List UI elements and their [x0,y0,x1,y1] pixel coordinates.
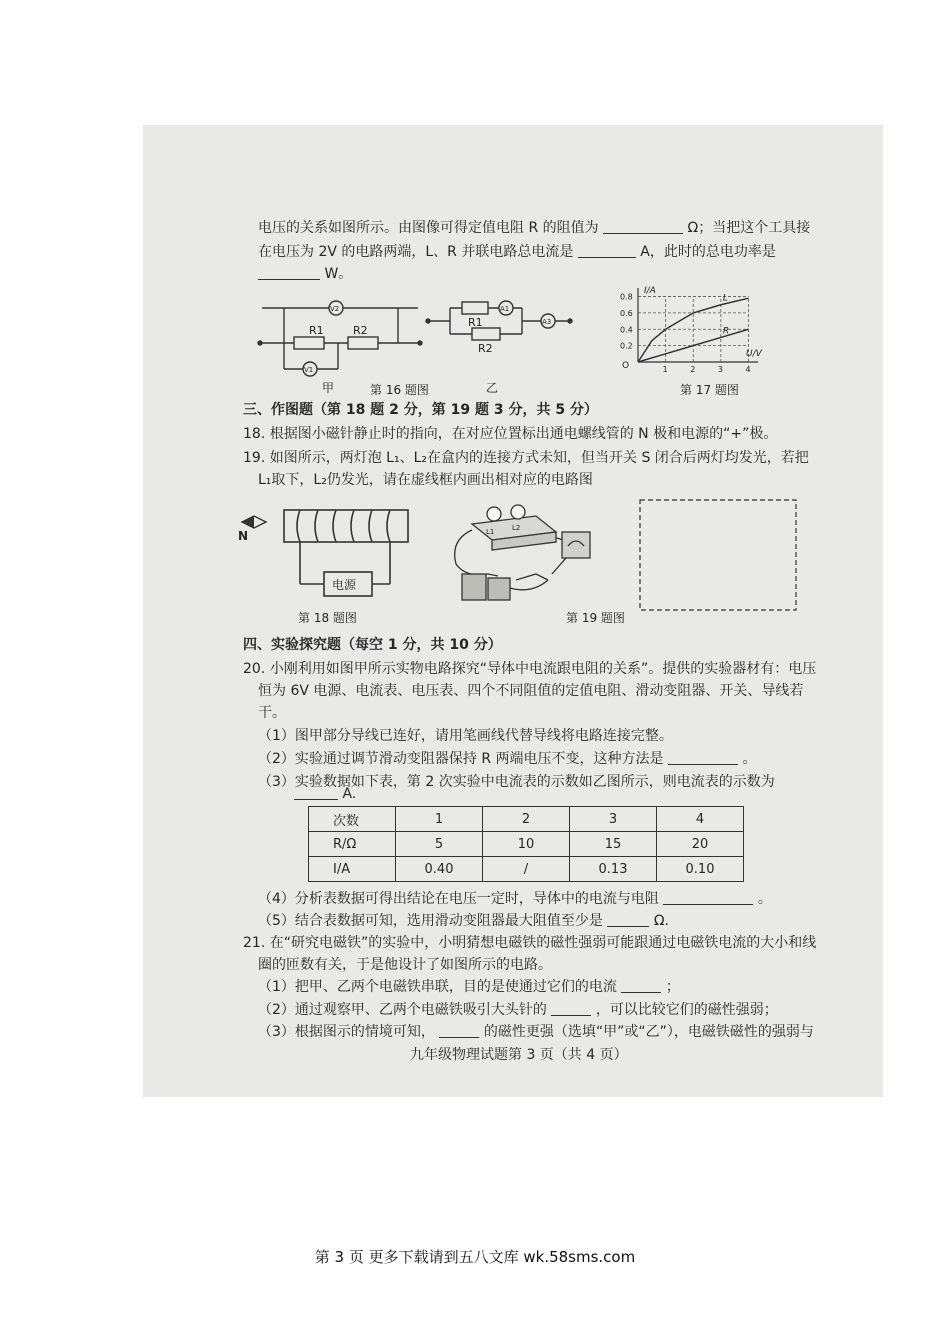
table-row [309,832,744,857]
x-tick-label: 1 [662,365,668,374]
x-tick-label: 3 [717,365,723,374]
table-cell: 次数 [309,807,396,832]
fig17-caption: 第 17 题图 [680,383,739,396]
answer-blank[interactable] [439,1023,479,1038]
y-tick-label: 0.8 [620,292,633,302]
x-tick-label: 2 [690,365,696,374]
q21-part3 [258,1022,814,1042]
table-cell: R/Ω [309,832,396,857]
y-tick-label: 0.4 [620,325,633,335]
q20-part3-unit: A. [342,786,357,802]
q21-part1 [258,977,680,997]
q20-part5-text: （5）结合表数据可知，选用滑动变阻器最大阻值至少是 [258,913,603,929]
q20-part2-text: （2）实验通过调节滑动变阻器保持 R 两端电压不变，这种方法是 [258,751,664,767]
table-cell: 20 [657,832,744,857]
q20-part2-end: 。 [742,751,757,767]
q16-line2-a: 在电压为 2V 的电路两端，L、R 并联电路总电流是 [258,244,574,260]
V1-label: V1 [304,366,314,374]
north-label: N [238,529,249,543]
series-label-R: R [722,326,730,337]
yi-R1-label: R1 [468,316,483,329]
x-axis-label: U/V [746,349,762,359]
answer-dashed-box[interactable] [640,500,796,610]
compass-needle-north-icon [242,516,254,528]
lamp-L2-label: L2 [512,524,521,532]
series-label-L: L [722,293,728,304]
lamp-L1-label: L1 [486,528,495,536]
q21-part3-end: 的磁性更强（选填“甲”或“乙”），电磁铁磁性的强弱与 [483,1024,814,1040]
yi-R2-label: R2 [478,342,493,355]
fig19-caption: 第 19 题图 [566,611,625,625]
y-tick-label: 0.6 [620,308,633,318]
table-cell: 15 [570,832,657,857]
R1-label: R1 [309,324,324,337]
q16-line2-b: A，此时的总电功率是 [640,244,776,260]
q20-part3: （3）实验数据如下表，第 2 次实验中电流表的示数如乙图所示，则电流表的示数为 [258,774,775,790]
R2-label: R2 [353,324,368,337]
table-cell: / [483,857,570,882]
page-info: 九年级物理试题第 3 页（共 4 页） [410,1047,628,1063]
footer-text: 第 3 页 更多下载请到五八文库 wk.58sms.com [314,1248,636,1266]
q20-part4-text: （4）分析表数据可得出结论在电压一定时，导体中的电流与电阻 [258,891,659,907]
figures-16-17 [250,284,780,396]
q21-part2-text: （2）通过观察甲、乙两个电磁铁吸引大头针的 [258,1002,547,1018]
x-tick-label: 4 [745,365,751,374]
chart-grid [638,297,748,362]
table-cell: 10 [483,832,570,857]
figures-18-19 [236,494,806,634]
q20-line1: 20. 小刚利用如图甲所示实物电路探究“导体中电流跟电阻的关系”。提供的实验器材有：电压 [243,661,817,677]
answer-blank[interactable] [621,978,661,993]
q20-part1: （1）图甲部分导线已连好，请用笔画线代替导线将电路连接完整。 [258,728,673,744]
q20-part4-end: 。 [757,891,772,907]
q16-line1-b: Ω；当把这个工具接 [687,220,811,236]
fig18-caption: 第 18 题图 [298,611,357,625]
circuit-jia [258,301,422,376]
y-tick-label: 0.2 [620,341,633,351]
table-cell: 0.13 [570,857,657,882]
q20-part4 [258,889,772,909]
q19-line1: 19. 如图所示，两灯泡 L₁、L₂在盒内的连接方式未知，但当开关 S 闭合后两灯均发光，若把 [243,450,809,466]
table-cell: 4 [657,807,744,832]
section-3-heading: 三、作图题（第 18 题 2 分，第 19 题 3 分，共 5 分） [243,402,598,418]
origin-label: O [622,361,630,371]
q21-part2-end: ，可以比较它们的磁性强弱； [595,1002,778,1018]
q16-line1 [258,218,810,238]
power-source-label: 电源 [332,578,357,592]
answer-blank[interactable] [294,785,338,800]
q20-part3-answer [294,784,356,804]
fig16-caption: 第 16 题图 [370,383,429,396]
table-cell: 0.10 [657,857,744,882]
q20-line2: 恒为 6V 电源、电流表、电压表、四个不同阻值的定值电阻、滑动变阻器、开关、导线若 [258,683,804,699]
table-row [309,857,744,882]
yi-label: 乙 [486,381,499,395]
q16-line2 [258,242,776,262]
answer-blank[interactable] [607,912,649,927]
q20-part5 [258,911,669,931]
answer-blank[interactable] [258,265,320,280]
answer-blank[interactable] [668,750,738,765]
q21-line1: 21. 在“研究电磁铁”的实验中，小明猜想电磁铁的磁性强弱可能跟通过电磁铁电流的大小和线 [243,935,817,951]
table-cell: 0.40 [396,857,483,882]
table-cell: 5 [396,832,483,857]
q19-line2: L₁取下，L₂仍发光，请在虚线框内画出相对应的电路图 [258,472,593,488]
y-axis-label: I/A [644,286,656,296]
q20-part2 [258,749,756,769]
q16-line3-a: W。 [324,266,353,282]
q21-line2: 圈的匝数有关，于是他设计了如图所示的电路。 [258,957,552,973]
table-cell: 2 [483,807,570,832]
q21-part1-end: ； [665,979,680,995]
jia-label: 甲 [322,381,335,395]
q20-line3: 干。 [258,705,286,721]
table-row [309,807,744,832]
table-cell: I/A [309,857,396,882]
A1-label: A1 [500,305,510,313]
table-cell: 3 [570,807,657,832]
q21-part2 [258,1000,778,1020]
answer-blank[interactable] [603,219,683,234]
answer-blank[interactable] [578,243,636,258]
q20-part5-unit: Ω. [653,913,669,929]
experiment-data-table [308,806,744,882]
V2-label: V2 [330,305,340,313]
q21-part1-text: （1）把甲、乙两个电磁铁串联，目的是使通过它们的电流 [258,979,617,995]
q16-line3 [258,264,352,284]
answer-blank[interactable] [551,1001,591,1016]
section-4-heading: 四、实验探究题（每空 1 分，共 10 分） [243,637,502,653]
A3-label: A3 [542,318,552,326]
q21-part3-text: （3）根据图示的情境可知， [258,1024,435,1040]
q18-text: 18. 根据图小磁针静止时的指向，在对应位置标出通电螺线管的 N 极和电源的“+”极。 [243,426,778,442]
lamp-box-circuit [455,505,590,600]
q16-line1-a: 电压的关系如图所示。由图像可得定值电阻 R 的阻值为 [258,220,599,236]
iu-chart [620,286,763,374]
answer-blank[interactable] [663,890,753,905]
table-cell: 1 [396,807,483,832]
